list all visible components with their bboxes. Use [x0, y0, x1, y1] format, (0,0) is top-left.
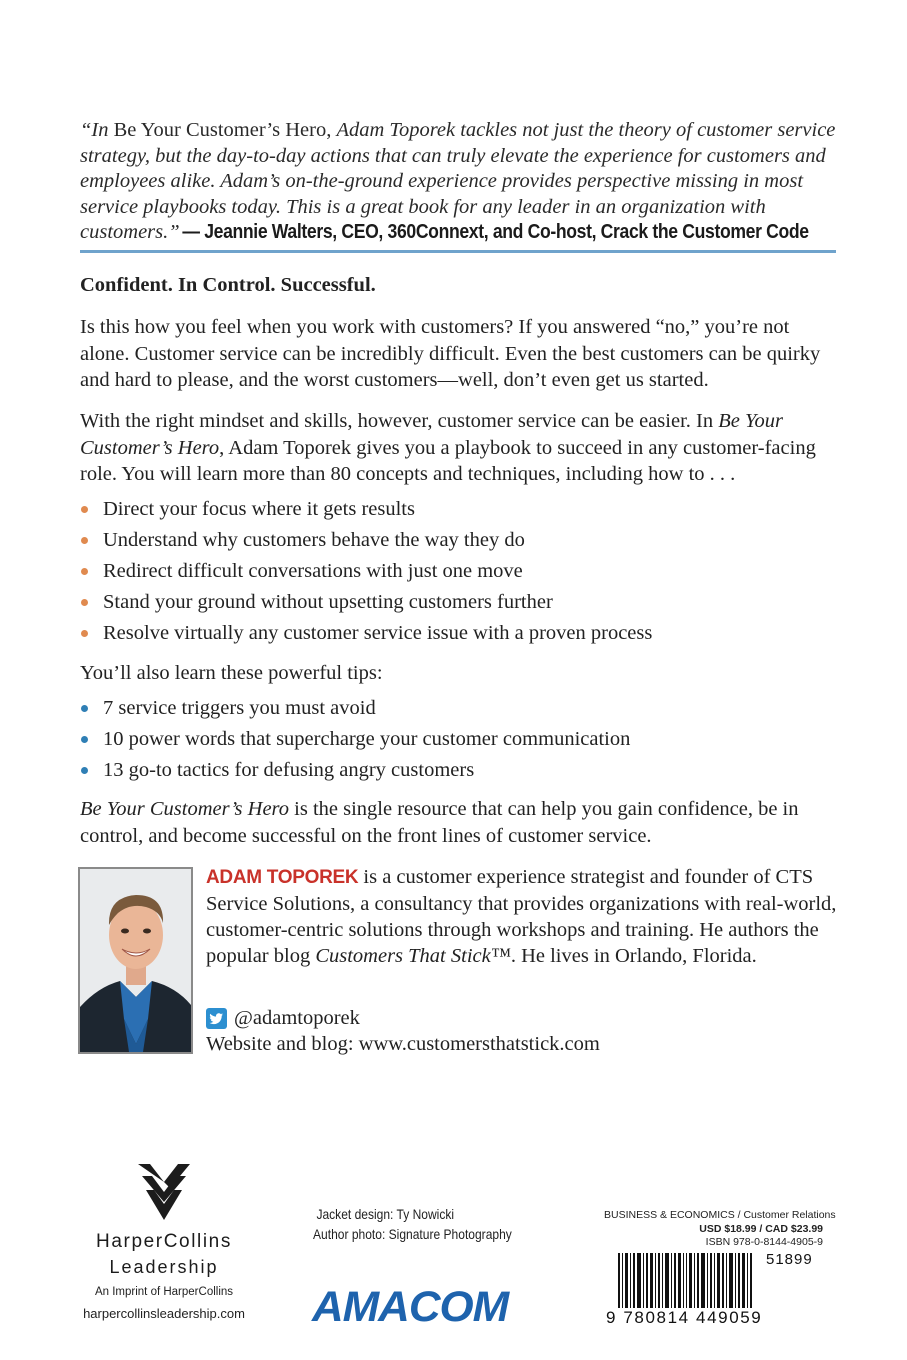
bullet-dot-icon — [81, 568, 88, 575]
quote-text: Adam Toporek tackles not just the theory of customer service strategy, but the day-to-day actions that can truly elevate the experience for customers and employees alike. Adam’s on-the-ground experience provides perspective missing in most service playbooks today. This is a great book for any leader in an organization with customers.” — [80, 119, 836, 243]
list-item — [80, 726, 630, 757]
tips-intro: You’ll also learn these powerful tips: — [80, 662, 383, 684]
credits — [313, 1204, 511, 1244]
jacket-design-credit: Jacket design: Ty Nowicki — [316, 1206, 455, 1222]
author-name: ADAM TOPOREK — [206, 867, 359, 888]
bullet-dot-icon — [81, 506, 88, 513]
bullet-dot-icon — [81, 630, 88, 637]
bullet-dot-icon — [81, 767, 88, 774]
barcode-digits: 9 780814 449059 — [606, 1308, 763, 1327]
bullet-dot-icon — [81, 736, 88, 743]
list-item — [80, 496, 652, 527]
quote-in-word: In — [91, 119, 109, 141]
list-item-text: Understand why customers behave the way they do — [103, 529, 525, 551]
book-price: USD $18.99 / CAD $23.99 — [699, 1223, 823, 1235]
author-bio — [206, 864, 846, 969]
list-item — [80, 695, 630, 726]
quote-open-mark: “ — [80, 119, 92, 141]
harpercollins-flame-logo-icon — [136, 1162, 192, 1224]
author-portrait-icon — [80, 869, 191, 1052]
list-item — [80, 757, 630, 788]
isbn-text: ISBN 978-0-8144-4905-9 — [705, 1236, 823, 1248]
list-item — [80, 620, 652, 651]
paragraph-text: With the right mindset and skills, however, customer service can be easier. In — [80, 410, 719, 432]
list-item-text: Stand your ground without upsetting customers further — [103, 591, 553, 613]
author-bio-text: is a customer experience strategist and founder of CTS Service Solutions, a consultancy that provides organizations with real-world, customer-centric solutions through workshops and training. He authors the popular blog — [206, 866, 837, 967]
amacom-logo: AMACOM — [312, 1283, 509, 1331]
twitter-handle-row — [206, 1005, 360, 1031]
list-item — [80, 558, 652, 589]
author-bio-text: . He lives in Orlando, Florida. — [510, 945, 757, 967]
playbook-paragraph — [80, 408, 840, 488]
list-item-text: 13 go-to tactics for defusing angry customers — [103, 759, 475, 781]
book-category: BUSINESS & ECONOMICS / Customer Relations — [604, 1209, 836, 1221]
author-website[interactable]: Website and blog: www.customersthatstick.com — [206, 1033, 600, 1055]
book-title: Be Your Customer’s Hero — [80, 410, 783, 459]
intro-paragraph: Is this how you feel when you work with customers? If you answered “no,” you’re not alone. Customer service can be incredibly difficult. Even the best customers can be quirky and hard to please, and the worst customers—well, don’t even get us started. — [80, 316, 821, 391]
list-item-text: Redirect difficult conversations with just one move — [103, 560, 523, 582]
blog-name: Customers That Stick™ — [315, 945, 511, 967]
pricing-block — [604, 1209, 840, 1248]
bullet-dot-icon — [81, 537, 88, 544]
paragraph-text: is the single resource that can help you gain confidence, be in control, and become successful on the front lines of customer service. — [80, 798, 799, 847]
publisher-imprint: An Imprint of HarperCollins — [94, 1286, 234, 1298]
closing-paragraph — [80, 796, 840, 849]
author-photo-credit: Author photo: Signature Photography — [313, 1226, 512, 1242]
list-item-text: Direct your focus where it gets results — [103, 498, 415, 520]
bullet-dot-icon — [81, 599, 88, 606]
list-item — [80, 589, 652, 620]
list-item — [80, 527, 652, 558]
bullet-dot-icon — [81, 705, 88, 712]
list-item-text: 7 service triggers you must avoid — [103, 697, 376, 719]
quote-attribution: — Jeannie Walters, CEO, 360Connext, and Co-host, Crack the Customer Code — [182, 221, 809, 243]
section-divider — [80, 250, 836, 253]
publisher-name: HarperCollins — [96, 1231, 232, 1252]
list-item-text: 10 power words that supercharge your customer communication — [103, 728, 631, 750]
tips-list — [80, 695, 630, 788]
skills-list — [80, 496, 652, 651]
twitter-bird-icon — [206, 1008, 227, 1029]
publisher-url[interactable]: harpercollinsleadership.com — [83, 1306, 245, 1321]
paragraph-text: , Adam Toporek gives you a playbook to succeed in any customer-facing role. You will learn more than 80 concepts and techniques, including how to . . . — [80, 436, 816, 485]
price-code: 51899 — [766, 1251, 813, 1268]
book-title: Be Your Customer’s Hero — [80, 798, 290, 820]
publisher-line2: Leadership — [109, 1257, 219, 1277]
author-photo — [78, 867, 193, 1054]
list-item-text: Resolve virtually any customer service issue with a proven process — [103, 622, 653, 644]
headline: Confident. In Control. Successful. — [80, 274, 376, 296]
quote-book-title: Be Your Customer’s Hero, — [108, 119, 337, 141]
twitter-handle[interactable]: @adamtoporek — [234, 1006, 360, 1029]
